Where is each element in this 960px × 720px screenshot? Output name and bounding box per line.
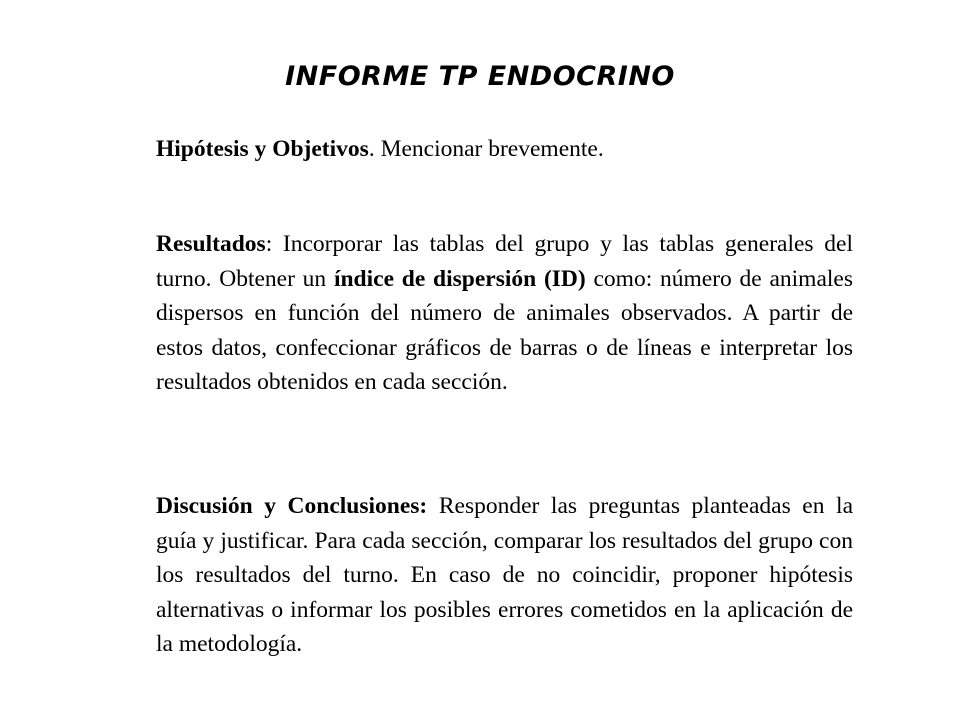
resultados-text-1: : Incorporar las tablas del grupo y las tablas generales del turno. Obtener un bbox=[156, 231, 853, 292]
hipotesis-text: . Mencionar brevemente. bbox=[368, 136, 604, 162]
page-title: INFORME TP ENDOCRINO bbox=[285, 61, 675, 92]
discusion-text: Responder las preguntas planteadas en la guía y justificar. Para cada sección, comparar los resultados del grupo con los resultados del turno. En caso de no coincidir, proponer hipótesis alternativas o informar los posibles errores cometidos en la aplicación de la metodología. bbox=[156, 493, 853, 657]
hipotesis-paragraph bbox=[156, 132, 853, 167]
discusion-paragraph bbox=[156, 489, 853, 662]
resultados-text-2: como: número de animales dispersos en función del número de animales observados. A partir de estos datos, confeccionar gráficos de barras o de líneas e interpretar los resultados obtenidos en cada sección. bbox=[156, 265, 853, 395]
resultados-heading: Resultados bbox=[156, 231, 266, 257]
resultados-paragraph bbox=[156, 227, 853, 400]
discusion-heading: Discusión y Conclusiones: bbox=[156, 493, 428, 519]
hipotesis-heading: Hipótesis y Objetivos bbox=[156, 136, 369, 162]
dispersion-index-term: índice de dispersión (ID) bbox=[333, 265, 586, 292]
